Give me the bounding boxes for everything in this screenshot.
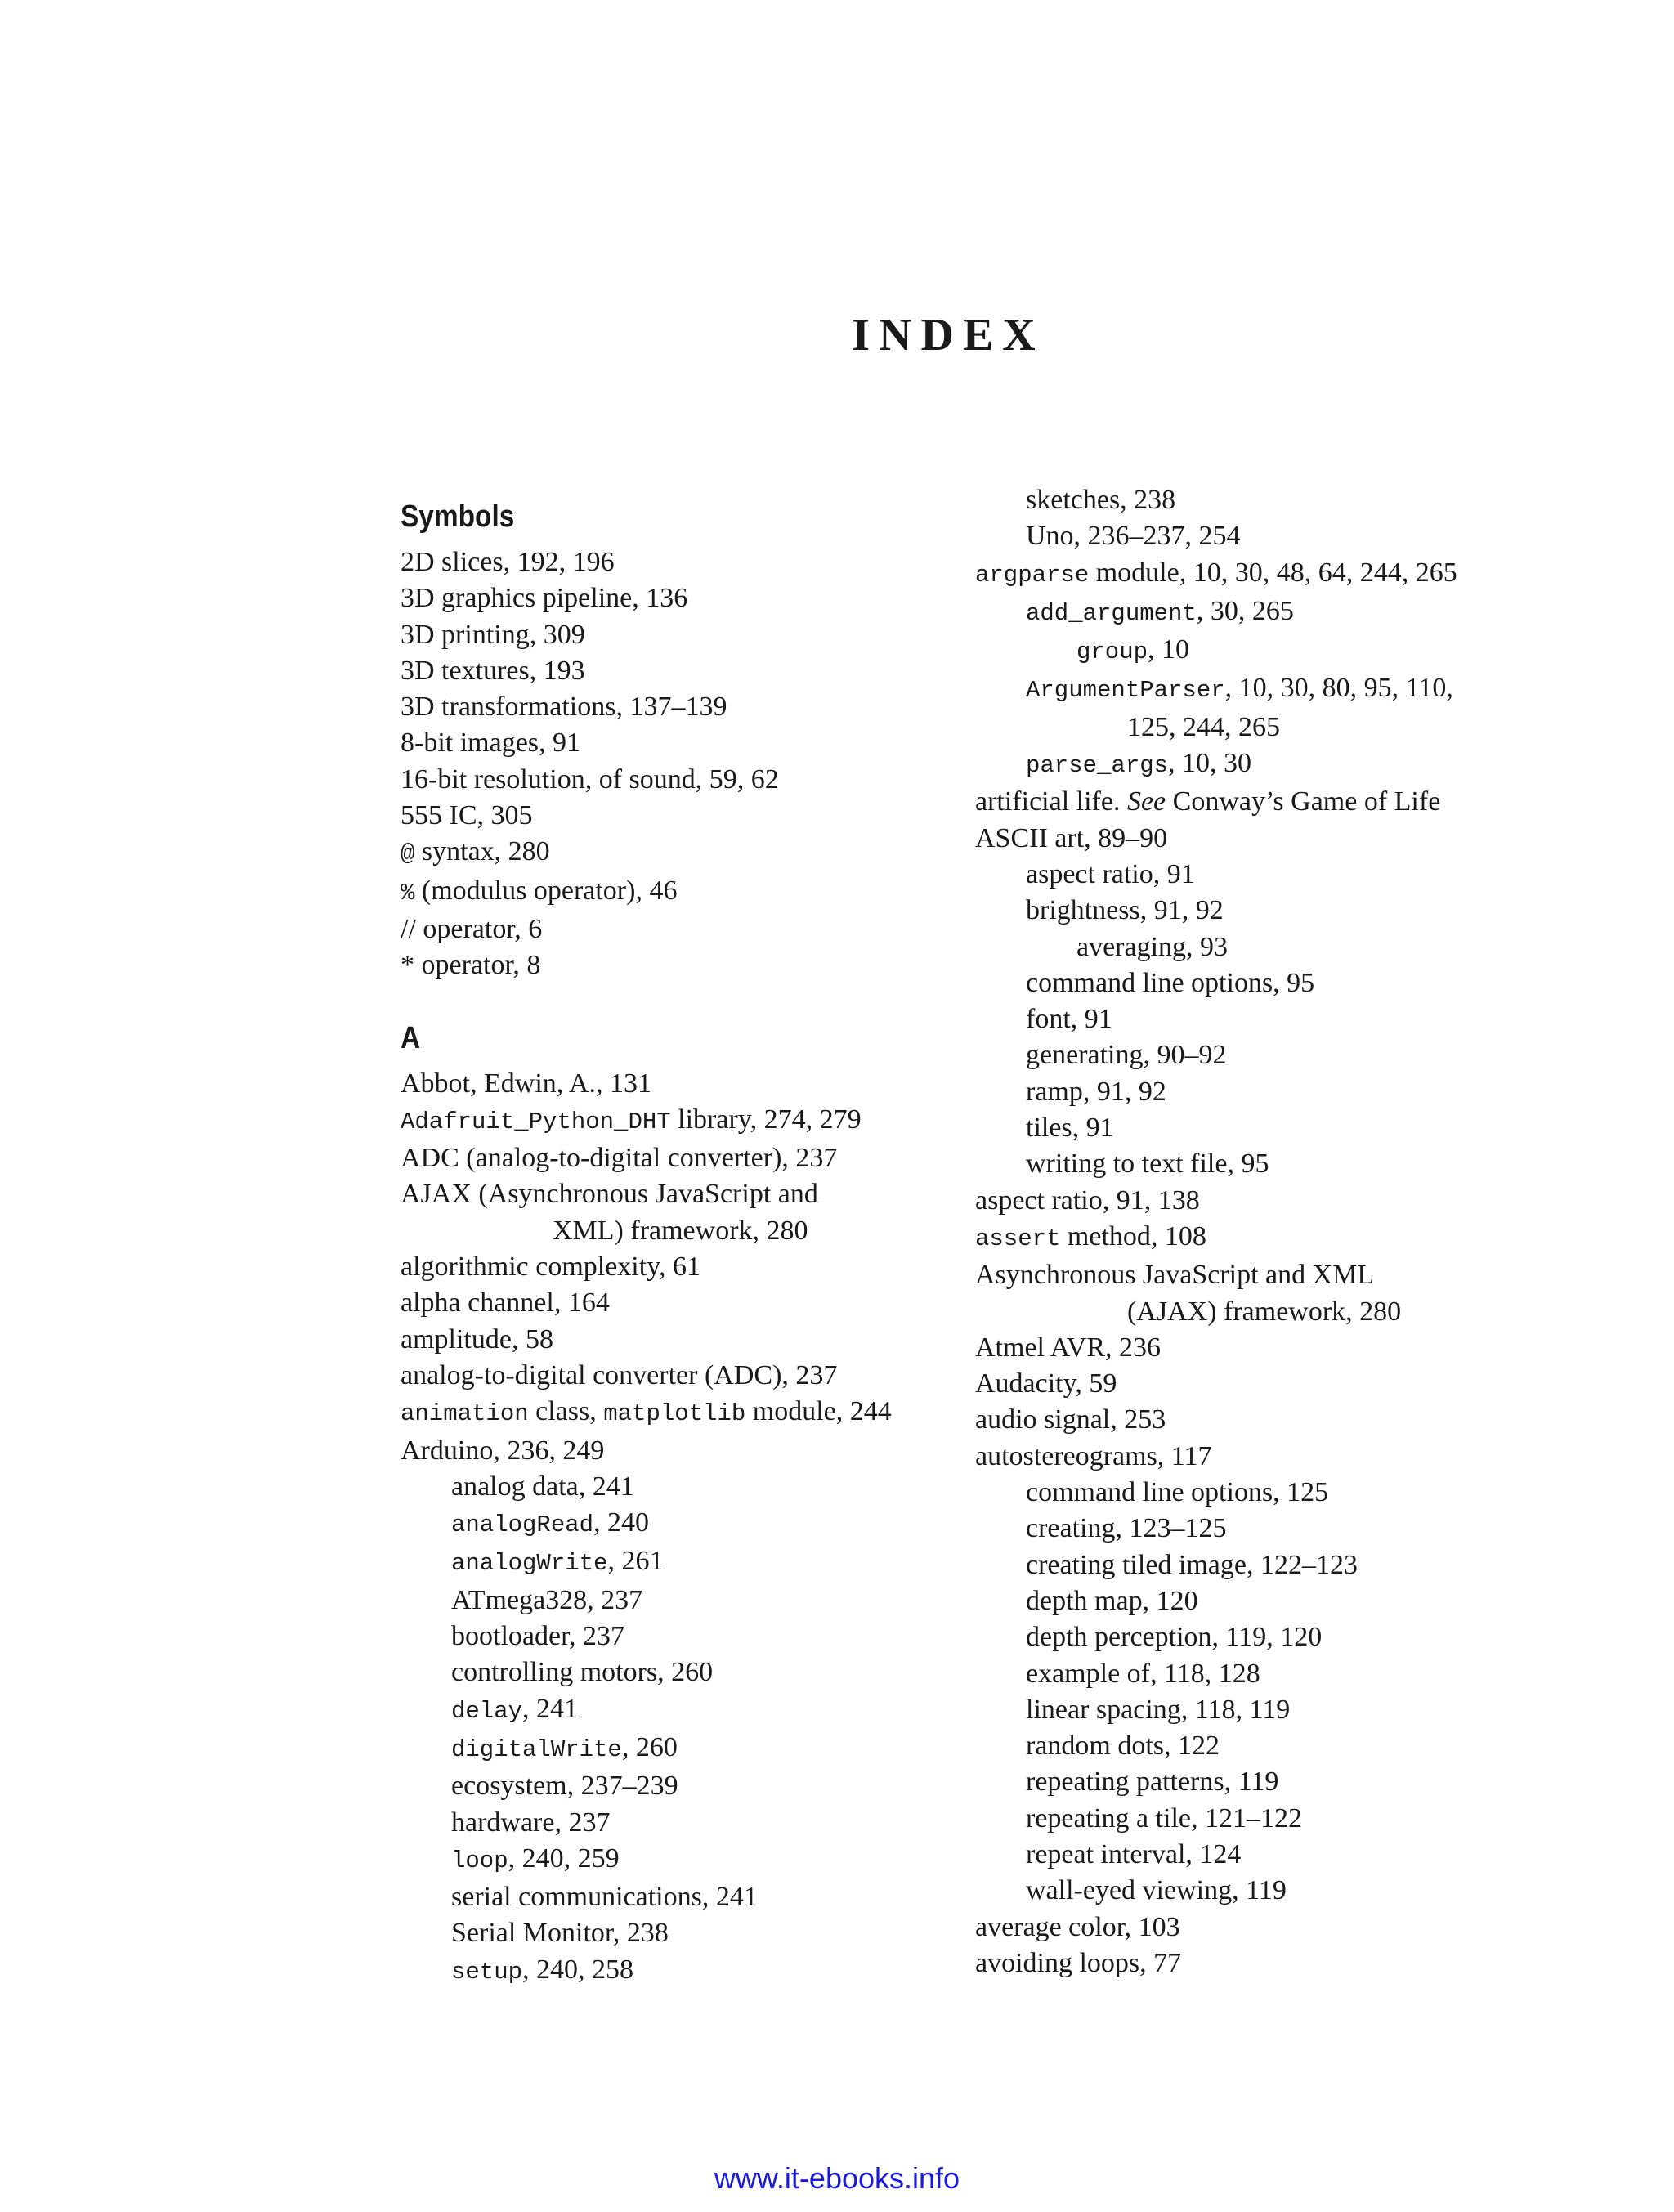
index-subentry <box>401 1841 924 1879</box>
index-entry <box>401 580 924 616</box>
index-entry <box>975 1366 1547 1402</box>
entry-text: creating tiled image, 122–123 <box>1026 1549 1358 1580</box>
index-subentry <box>975 1837 1547 1873</box>
code-term: setup <box>451 1958 523 1986</box>
entry-text: method, 108 <box>1060 1220 1206 1252</box>
code-term: argparse <box>975 561 1090 589</box>
section-heading: Symbols <box>401 499 515 534</box>
index-entry <box>401 1394 924 1432</box>
entry-text: amplitude, 58 <box>401 1323 553 1355</box>
code-term: loop <box>451 1847 508 1874</box>
entry-text: aspect ratio, 91 <box>1026 858 1195 889</box>
entry-text: audio signal, 253 <box>975 1404 1166 1435</box>
index-entry <box>975 1330 1547 1366</box>
entry-text: 8-bit images, 91 <box>401 728 581 759</box>
index-subentry <box>975 1692 1547 1728</box>
entry-text: , 10 <box>1148 634 1190 665</box>
index-entry <box>975 821 1547 857</box>
code-term: Adafruit_Python_DHT <box>401 1108 671 1135</box>
page-title: INDEX <box>852 309 1045 360</box>
code-term: @ <box>401 840 415 868</box>
index-subentry <box>401 1583 924 1619</box>
code-term: assert <box>975 1225 1061 1252</box>
entry-text: ramp, 91, 92 <box>1026 1076 1166 1107</box>
index-subentry <box>975 670 1547 709</box>
entry-text: XML) framework, 280 <box>553 1215 808 1246</box>
index-entry <box>401 544 924 580</box>
see-reference: See <box>1126 786 1166 817</box>
index-entry <box>975 1439 1547 1475</box>
entry-text: generating, 90–92 <box>1026 1040 1227 1071</box>
entry-text: Audacity, 59 <box>975 1368 1117 1399</box>
entry-text: sketches, 238 <box>1026 485 1176 515</box>
index-subentry <box>975 1074 1547 1110</box>
entry-text: , 260 <box>621 1731 678 1762</box>
index-entry <box>975 784 1547 820</box>
section-heading: A <box>401 1020 421 1055</box>
index-subentry <box>975 1146 1547 1182</box>
entry-text: repeating a tile, 121–122 <box>1026 1802 1303 1834</box>
entry-text: serial communications, 241 <box>451 1882 758 1913</box>
entry-text: , 240, 259 <box>508 1843 620 1874</box>
entry-text: * operator, 8 <box>401 950 541 981</box>
index-subentry <box>401 1543 924 1582</box>
index-entry <box>401 947 924 983</box>
entry-text: autostereograms, 117 <box>975 1440 1212 1471</box>
entry-text: depth perception, 119, 120 <box>1026 1622 1323 1653</box>
entry-text: ADC (analog-to-digital converter), 237 <box>401 1143 838 1174</box>
index-entry <box>975 1946 1547 1981</box>
index-entry <box>401 725 924 761</box>
entry-text: module, 10, 30, 48, 64, 244, 265 <box>1089 557 1457 588</box>
entry-text: , 30, 265 <box>1196 595 1294 626</box>
entry-text: , 240, 258 <box>522 1954 634 1985</box>
entry-text: depth map, 120 <box>1026 1585 1198 1616</box>
entry-text: Atmel AVR, 236 <box>975 1332 1162 1363</box>
index-subentry <box>401 1213 924 1249</box>
code-term: digitalWrite <box>451 1735 622 1763</box>
index-subentry <box>975 1656 1547 1692</box>
index-entry <box>401 653 924 689</box>
index-subentry <box>401 1768 924 1804</box>
index-subentry <box>975 710 1547 746</box>
index-column-right <box>975 482 1547 1981</box>
index-entry <box>401 1066 924 1102</box>
entry-text: repeating patterns, 119 <box>1026 1766 1279 1798</box>
entry-text: brightness, 91, 92 <box>1026 895 1224 926</box>
index-subentry <box>401 1879 924 1915</box>
index-subentry <box>975 929 1547 965</box>
index-entry <box>401 1102 924 1140</box>
index-entry <box>401 1249 924 1285</box>
index-subentry <box>975 1619 1547 1655</box>
index-subentry <box>975 1728 1547 1764</box>
entry-text: artificial life. <box>975 786 1127 817</box>
entry-text: module, 244 <box>745 1396 892 1427</box>
entry-text: library, 274, 279 <box>670 1104 862 1135</box>
index-subentry <box>401 1469 924 1505</box>
index-entry <box>975 1183 1547 1219</box>
entry-text: writing to text file, 95 <box>1026 1149 1269 1180</box>
code-term: % <box>401 879 415 907</box>
entry-text: analog-to-digital converter (ADC), 237 <box>401 1359 838 1390</box>
index-entry <box>401 1285 924 1321</box>
index-subentry <box>975 746 1547 784</box>
entry-text: syntax, 280 <box>414 836 550 867</box>
entry-text: ecosystem, 237–239 <box>451 1771 678 1802</box>
code-term: analogWrite <box>451 1550 608 1578</box>
index-subentry <box>975 632 1547 670</box>
entry-text: random dots, 122 <box>1026 1731 1220 1762</box>
entry-text: , 10, 30 <box>1168 748 1252 779</box>
index-entry <box>401 689 924 725</box>
entry-text: Arduino, 236, 249 <box>401 1435 605 1466</box>
index-subentry <box>401 1691 924 1730</box>
entry-text: hardware, 237 <box>451 1807 611 1838</box>
entry-text: (modulus operator), 46 <box>414 875 678 906</box>
entry-text: 3D printing, 309 <box>401 619 585 650</box>
code-term: ArgumentParser <box>1026 677 1225 705</box>
entry-text: tiles, 91 <box>1026 1113 1114 1144</box>
index-entry <box>975 1257 1547 1293</box>
entry-text: 3D graphics pipeline, 136 <box>401 583 688 614</box>
index-entry <box>401 834 924 872</box>
code-term: animation <box>401 1400 529 1428</box>
entry-text: analog data, 241 <box>451 1471 634 1502</box>
index-entry <box>975 555 1547 593</box>
code-term: matplotlib <box>603 1400 746 1428</box>
entry-text: aspect ratio, 91, 138 <box>975 1184 1200 1216</box>
index-entry <box>975 1910 1547 1946</box>
index-subentry <box>975 482 1547 518</box>
index-subentry <box>975 1475 1547 1511</box>
entry-text: alpha channel, 164 <box>401 1287 610 1319</box>
index-subentry <box>401 1505 924 1543</box>
code-term: add_argument <box>1026 599 1197 627</box>
index-entry <box>401 762 924 798</box>
index-subentry <box>975 518 1547 554</box>
index-entry <box>401 1322 924 1358</box>
index-subentry <box>975 1583 1547 1619</box>
entry-text: 3D textures, 193 <box>401 655 585 686</box>
entry-text: avoiding loops, 77 <box>975 1947 1182 1978</box>
index-subentry <box>975 1511 1547 1547</box>
entry-text: algorithmic complexity, 61 <box>401 1252 700 1283</box>
entry-text: 16-bit resolution, of sound, 59, 62 <box>401 763 779 795</box>
index-subentry <box>975 893 1547 929</box>
entry-text: 3D transformations, 137–139 <box>401 692 727 723</box>
entry-text: class, <box>528 1396 604 1427</box>
entry-text: command line options, 125 <box>1026 1477 1329 1508</box>
index-subentry <box>975 1110 1547 1146</box>
index-subentry <box>975 593 1547 632</box>
index-column-left <box>401 482 924 1990</box>
entry-text: ATmega328, 237 <box>451 1584 643 1615</box>
entry-text: wall-eyed viewing, 119 <box>1026 1875 1287 1906</box>
entry-text: Asynchronous JavaScript and XML <box>975 1260 1375 1291</box>
index-subentry <box>975 1294 1547 1330</box>
index-entry <box>401 1176 924 1212</box>
entry-text: AJAX (Asynchronous JavaScript and <box>401 1179 818 1210</box>
entry-text: Conway’s Game of Life <box>1166 786 1441 817</box>
entry-text: ASCII art, 89–90 <box>975 822 1168 853</box>
index-entry <box>401 911 924 947</box>
index-subentry <box>401 1952 924 1990</box>
entry-text: 125, 244, 265 <box>1127 711 1280 742</box>
entry-text: , 10, 30, 80, 95, 110, <box>1224 673 1453 704</box>
entry-text: averaging, 93 <box>1076 931 1229 962</box>
index-subentry <box>975 1764 1547 1800</box>
index-entry <box>401 1140 924 1176</box>
entry-text: // operator, 6 <box>401 913 543 944</box>
index-entry <box>975 1402 1547 1438</box>
entry-text: linear spacing, 118, 119 <box>1026 1694 1291 1725</box>
index-entry <box>401 1433 924 1469</box>
entry-text: font, 91 <box>1026 1004 1112 1035</box>
entry-text: Abbot, Edwin, A., 131 <box>401 1068 651 1099</box>
index-subentry <box>401 1805 924 1841</box>
index-subentry <box>401 1655 924 1690</box>
code-term: group <box>1076 638 1148 666</box>
entry-text: command line options, 95 <box>1026 967 1315 998</box>
code-term: parse_args <box>1026 752 1169 780</box>
entry-text: average color, 103 <box>975 1911 1180 1942</box>
index-subentry <box>401 1730 924 1768</box>
entry-text: creating, 123–125 <box>1026 1513 1227 1544</box>
entry-text: example of, 118, 128 <box>1026 1658 1260 1689</box>
index-subentry <box>975 1801 1547 1837</box>
footer-link[interactable]: www.it-ebooks.info <box>714 2161 960 2195</box>
code-term: delay <box>451 1697 523 1725</box>
entry-text: Uno, 236–237, 254 <box>1026 521 1241 552</box>
index-subentry <box>975 1001 1547 1037</box>
index-subentry <box>975 965 1547 1001</box>
index-entry <box>401 617 924 653</box>
index-subentry <box>975 857 1547 893</box>
index-subentry <box>401 1619 924 1655</box>
code-term: analogRead <box>451 1511 594 1539</box>
entry-text: controlling motors, 260 <box>451 1657 714 1688</box>
index-entry <box>975 1219 1547 1257</box>
entry-text: 555 IC, 305 <box>401 800 533 831</box>
entry-text: 2D slices, 192, 196 <box>401 547 615 577</box>
entry-text: Serial Monitor, 238 <box>451 1918 669 1949</box>
index-subentry <box>975 1873 1547 1909</box>
index-subentry <box>975 1547 1547 1583</box>
entry-text: (AJAX) framework, 280 <box>1127 1296 1402 1327</box>
index-entry <box>401 798 924 834</box>
entry-text: bootloader, 237 <box>451 1621 625 1652</box>
index-subentry <box>401 1915 924 1951</box>
index-entry <box>401 873 924 911</box>
entry-text: repeat interval, 124 <box>1026 1838 1242 1869</box>
index-subentry <box>975 1037 1547 1073</box>
entry-text: , 241 <box>522 1693 579 1724</box>
index-entry <box>401 1358 924 1394</box>
entry-text: , 240 <box>593 1507 650 1538</box>
entry-text: , 261 <box>607 1546 664 1577</box>
